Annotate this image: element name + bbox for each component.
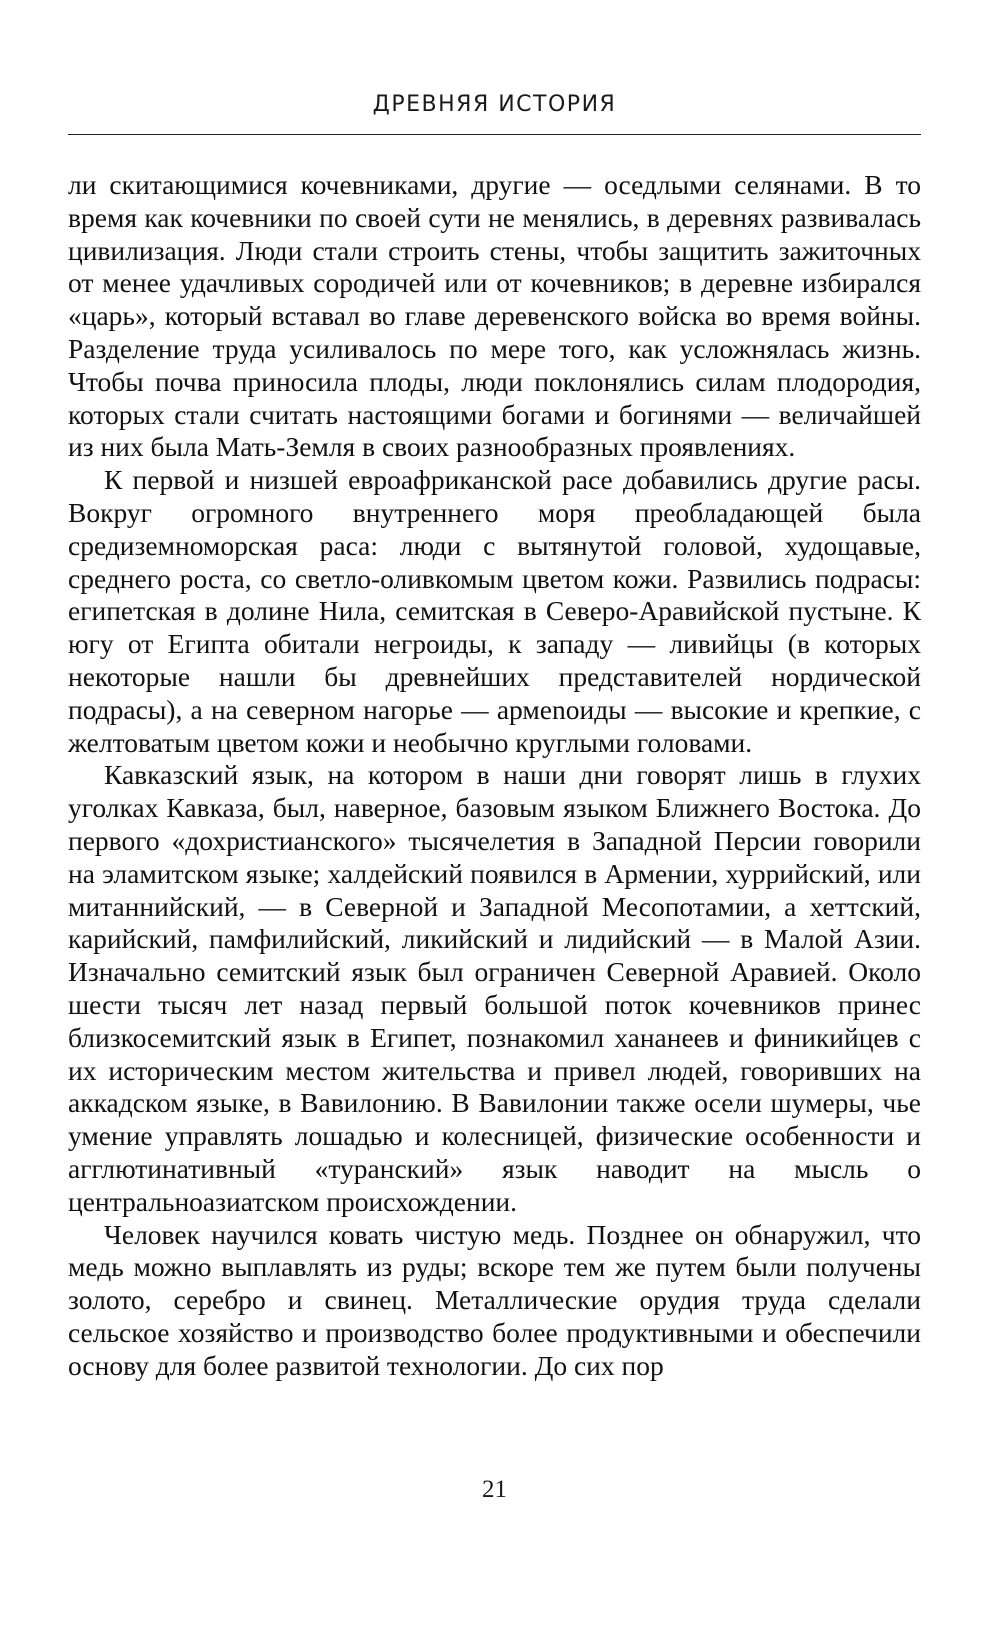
paragraph-continued: ли скитающимися кочевниками, другие — оседлыми селянами. В то время как кочевники по своей сути не менялись, в деревнях развивалась цивилизация. Люди стали строить стены, чтобы защитить зажиточных от менее удачливых сородичей или от кочевников; в деревне избирался «царь», который вставал во главе деревенского войска во время войны. Разделение труда усиливалось по мере того, как усложнялась жизнь. Чтобы почва приносила плоды, люди поклонялись силам плодородия, которых стали считать настоящими богами и богинями — величайшей из них была Мать-Земля в своих разнообразных проявлениях.: [68, 169, 921, 463]
body-text: [68, 169, 921, 1382]
paragraph-races: К первой и низшей евроафриканской расе добавились другие расы. Вокруг огромного внутреннего моря преобладающей была средиземноморская раса: люди с вытянутой головой, худощавые, среднего роста, со светло-оливкомым цветом кожи. Развились подрасы: египетская в долине Нила, семитская в Северо-Аравийской пустыне. К югу от Египта обитали негроиды, к западу — ливийцы (в которых некоторые нашли бы древнейших представителей нордической подрасы), а на северном нагорье — армenoиды — высокие и крепкие, с желтоватым цветом кожи и необычно круглыми головами.: [68, 464, 921, 758]
running-header: ДРЕВНЯЯ ИСТОРИЯ: [372, 92, 617, 117]
header-rule: [68, 134, 921, 135]
paragraph-metals: Человек научился ковать чистую медь. Позднее он обнаружил, что медь можно выплавлять из руды; вскоре тем же путем были получены золото, серебро и свинец. Металлические орудия труда сделали сельское хозяйство и производство более продуктивными и обеспечили основу для более развитой технологии. До сих пор: [68, 1218, 921, 1381]
paragraph-languages: Кавказский язык, на котором в наши дни говорят лишь в глухих уголках Кавказа, был, наверное, базовым языком Ближнего Востока. До первого «дохристианского» тысячелетия в Западной Персии говорили на эламитском языке; халдейский появился в Армении, хуррийский, или митаннийский, — в Северной и Западной Месопотамии, а хеттский, карийский, памфилийский, ликийский и лидийский — в Малой Азии. Изначально семитский язык был ограничен Северной Аравией. Около шести тысяч лет назад первый большой поток кочевников принес близкосемитский язык в Египет, познакомил хананеев и финикийцев с их историческим местом жительства и привел людей, говоривших на аккадском языке, в Вавилонию. В Вавилонии также осели шумеры, чье умение управлять лошадью и колесницей, физические особенности и агглютинативный «туранский» язык наводит на мысль о центральноазиатском происхождении.: [68, 759, 921, 1217]
page-number: 21: [482, 1476, 507, 1503]
